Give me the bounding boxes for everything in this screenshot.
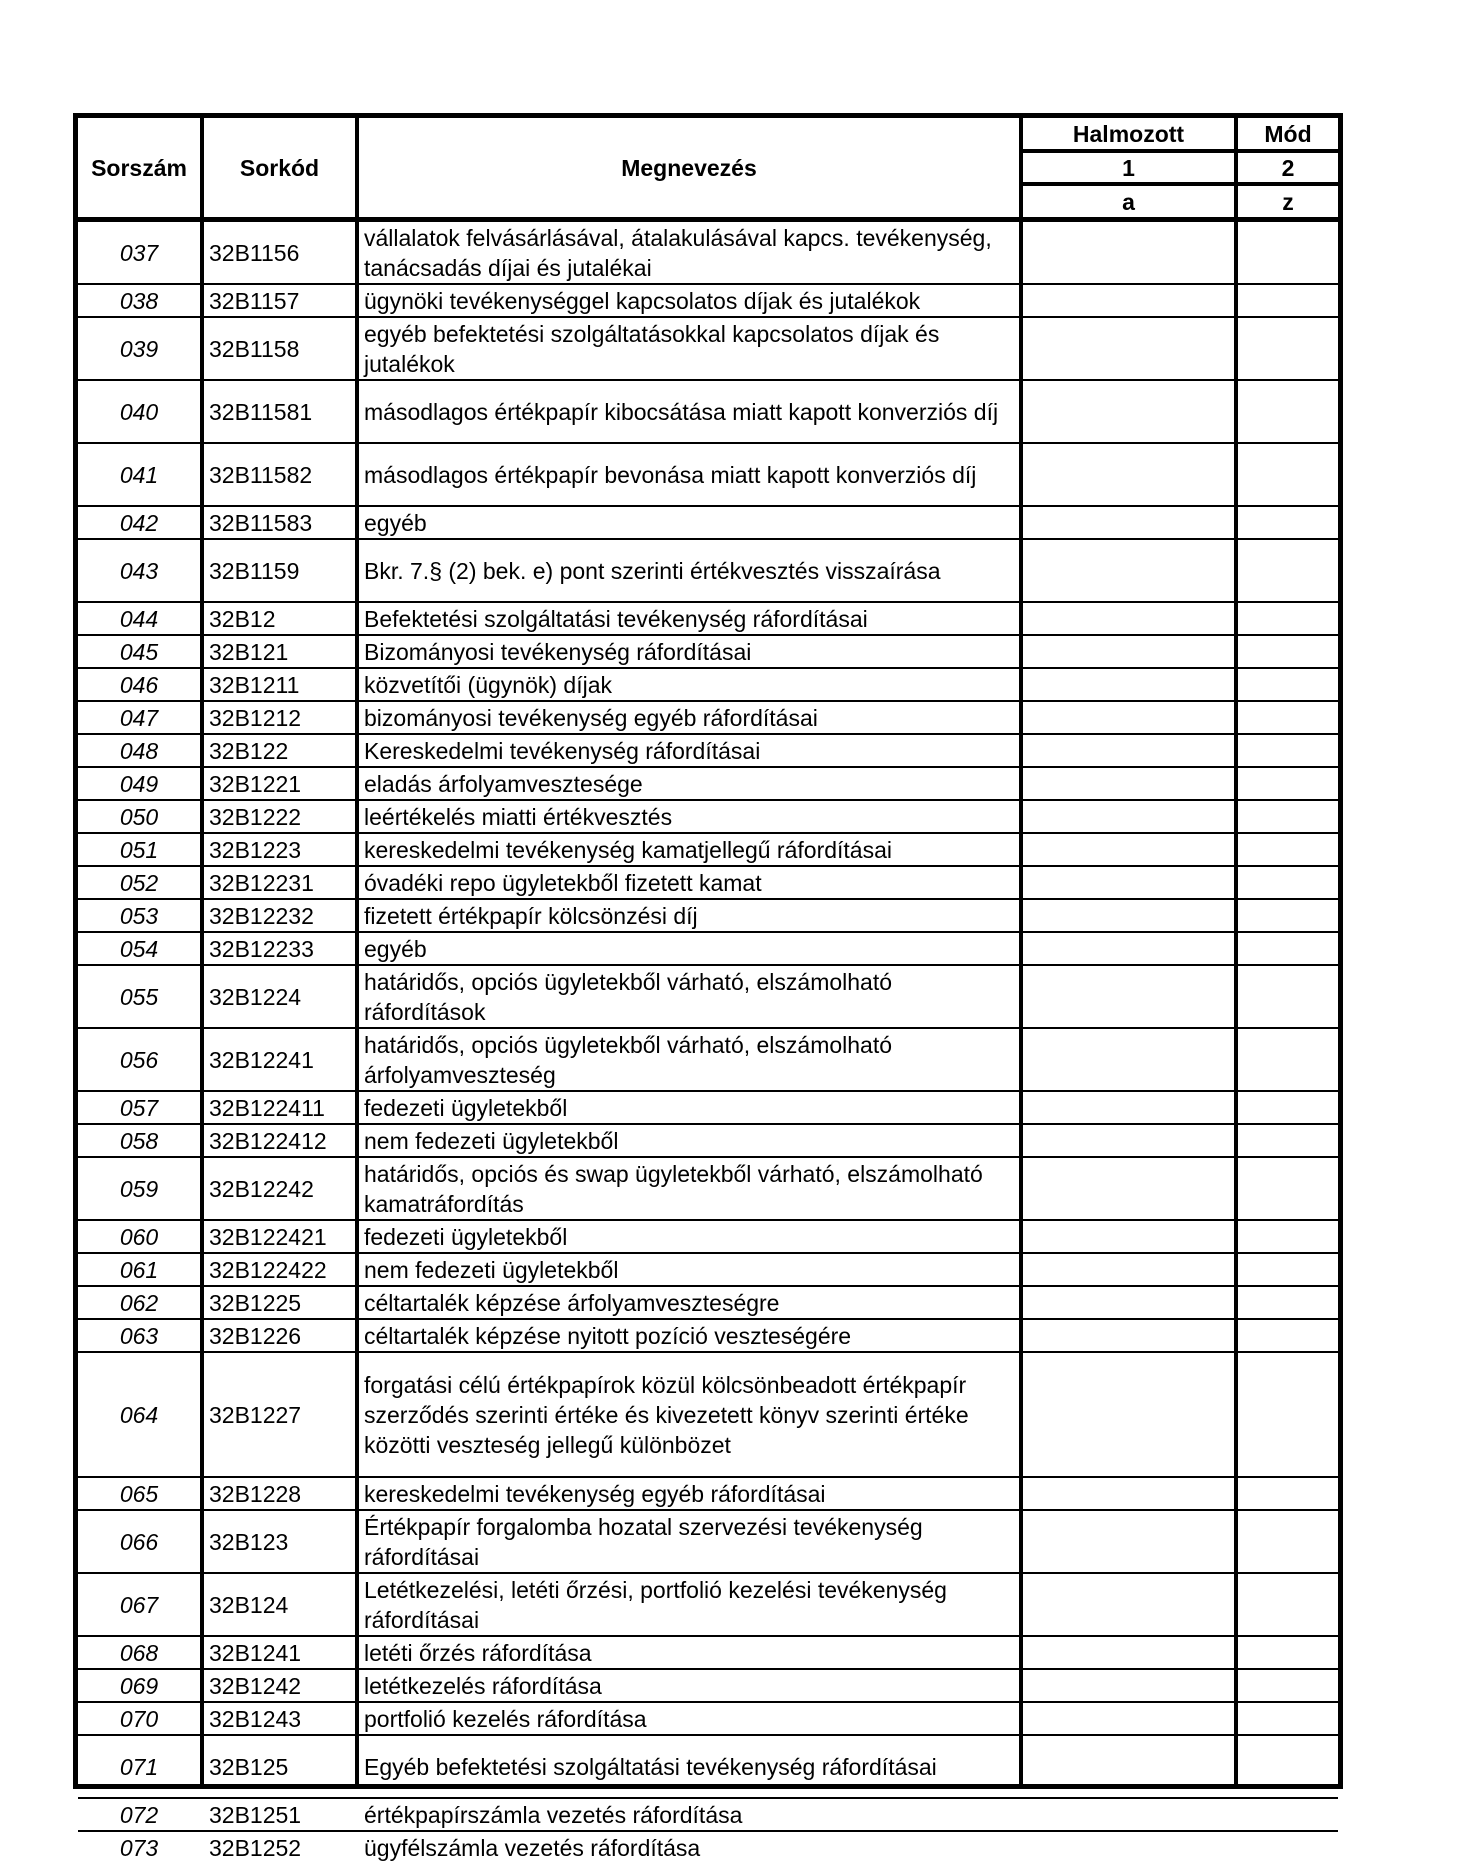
- row-halmozott-value[interactable]: [1023, 1158, 1234, 1219]
- row-sorkod: 32B1252: [209, 1834, 302, 1861]
- row-megnevezes: bizományosi tevékenység egyéb ráfordításai: [364, 704, 818, 731]
- row-sorkod: 32B12232: [209, 902, 314, 929]
- row-sorkod: 32B12: [209, 605, 276, 632]
- row-megnevezes: határidős, opciós ügyletekből várható, elszámolható árfolyamveszteség: [364, 1031, 893, 1088]
- row-sorszam: 071: [119, 1753, 159, 1780]
- row-sorkod: 32B1228: [209, 1480, 302, 1507]
- row-halmozott-value[interactable]: [1023, 1574, 1234, 1635]
- row-mod-value[interactable]: [1238, 603, 1338, 634]
- row-mod-value[interactable]: [1238, 702, 1338, 733]
- row-sorszam: 044: [119, 605, 159, 632]
- row-sorszam: 055: [119, 983, 159, 1010]
- row-megnevezes: letéti őrzés ráfordítása: [364, 1639, 592, 1666]
- report-table: [73, 113, 1343, 1861]
- row-sorszam: 072: [119, 1801, 159, 1828]
- row-sorszam: 054: [119, 935, 159, 962]
- row-sorszam: 037: [119, 239, 159, 266]
- row-sorkod: 32B1251: [209, 1801, 302, 1828]
- row-sorkod: 32B12241: [209, 1046, 314, 1073]
- row-halmozott-value[interactable]: [1023, 444, 1234, 505]
- row-megnevezes: fizetett értékpapír kölcsönzési díj: [364, 902, 698, 929]
- row-sorkod: 32B11581: [209, 398, 313, 425]
- row-megnevezes: egyéb: [364, 509, 427, 536]
- row-halmozott-value[interactable]: [1023, 381, 1234, 442]
- row-megnevezes: kereskedelmi tevékenység kamatjellegű ráfordításai: [364, 836, 892, 863]
- row-sorszam: 063: [119, 1322, 159, 1349]
- row-mod-value[interactable]: [1238, 1029, 1338, 1090]
- row-sorszam: 056: [119, 1046, 159, 1073]
- row-mod-value[interactable]: [1238, 1478, 1338, 1509]
- row-halmozott-value[interactable]: [1023, 702, 1234, 733]
- row-sorkod: 32B1222: [209, 803, 302, 830]
- row-sorkod: 32B1224: [209, 983, 302, 1010]
- row-mod-value[interactable]: [1238, 1287, 1338, 1318]
- row-halmozott-value[interactable]: [1023, 318, 1234, 379]
- row-mod-value[interactable]: [1238, 768, 1338, 799]
- row-mod-value[interactable]: [1238, 381, 1338, 442]
- row-megnevezes: letétkezelés ráfordítása: [364, 1672, 602, 1699]
- row-sorkod: 32B123: [209, 1528, 289, 1555]
- row-sorszam: 053: [119, 902, 159, 929]
- row-megnevezes: vállalatok felvásárlásával, átalakulásával kapcs. tevékenység, tanácsadás díjai és jutalékai: [364, 224, 992, 281]
- header-divider: [1023, 182, 1338, 186]
- row-halmozott-value[interactable]: [1023, 507, 1234, 538]
- row-sorkod: 32B122422: [209, 1256, 327, 1283]
- row-halmozott-value[interactable]: [1023, 1799, 1234, 1830]
- row-halmozott-value[interactable]: [1023, 285, 1234, 316]
- row-halmozott-value[interactable]: [1023, 669, 1234, 700]
- row-mod-value[interactable]: [1238, 966, 1338, 1027]
- row-sorkod: 32B122: [209, 737, 289, 764]
- row-megnevezes: Egyéb befektetési szolgáltatási tevékenység ráfordításai: [364, 1753, 937, 1780]
- row-mod-value[interactable]: [1238, 867, 1338, 898]
- row-sorszam: 064: [119, 1401, 159, 1428]
- row-sorszam: 042: [119, 509, 159, 536]
- row-halmozott-value[interactable]: [1023, 1478, 1234, 1509]
- row-halmozott-value[interactable]: [1023, 1353, 1234, 1476]
- row-mod-value[interactable]: [1238, 636, 1338, 667]
- row-sorkod: 32B124: [209, 1591, 289, 1618]
- row-mod-value[interactable]: [1238, 1254, 1338, 1285]
- row-megnevezes: Bkr. 7.§ (2) bek. e) pont szerinti értékvesztés visszaírása: [364, 557, 941, 584]
- row-megnevezes: Befektetési szolgáltatási tevékenység ráfordításai: [364, 605, 868, 632]
- row-megnevezes: nem fedezeti ügyletekből: [364, 1256, 619, 1283]
- row-mod-value[interactable]: [1238, 1158, 1338, 1219]
- row-sorkod: 32B1226: [209, 1322, 302, 1349]
- header-mod: Mód: [1264, 120, 1312, 147]
- row-mod-value[interactable]: [1238, 1832, 1338, 1863]
- row-sorkod: 32B1158: [209, 335, 300, 362]
- row-megnevezes: Kereskedelmi tevékenység ráfordításai: [364, 737, 761, 764]
- row-sorszam: 047: [119, 704, 159, 731]
- row-halmozott-value[interactable]: [1023, 1670, 1234, 1701]
- row-sorkod: 32B125: [209, 1753, 289, 1780]
- row-mod-value[interactable]: [1238, 933, 1338, 964]
- row-mod-value[interactable]: [1238, 318, 1338, 379]
- row-sorkod: 32B1157: [209, 287, 300, 314]
- row-mod-value[interactable]: [1238, 1125, 1338, 1156]
- row-megnevezes: másodlagos értékpapír kibocsátása miatt kapott konverziós díj: [364, 398, 999, 425]
- row-megnevezes: határidős, opciós és swap ügyletekből várható, elszámolható kamatráfordítás: [364, 1160, 983, 1217]
- row-halmozott-value[interactable]: [1023, 1029, 1234, 1090]
- row-halmozott-value[interactable]: [1023, 834, 1234, 865]
- row-halmozott-value[interactable]: [1023, 768, 1234, 799]
- row-sorszam: 067: [119, 1591, 159, 1618]
- row-halmozott-value[interactable]: [1023, 966, 1234, 1027]
- row-mod-value[interactable]: [1238, 1703, 1338, 1734]
- row-sorkod: 32B1227: [209, 1401, 302, 1428]
- row-megnevezes: céltartalék képzése árfolyamveszteségre: [364, 1289, 780, 1316]
- row-megnevezes: fedezeti ügyletekből: [364, 1223, 568, 1250]
- row-sorkod: 32B12233: [209, 935, 314, 962]
- header-mod-number: 2: [1281, 154, 1295, 181]
- header-sorkod: Sorkód: [239, 154, 320, 181]
- row-sorkod: 32B121: [209, 638, 289, 665]
- row-sorszam: 045: [119, 638, 159, 665]
- row-sorkod: 32B1242: [209, 1672, 302, 1699]
- row-sorkod: 32B122421: [209, 1223, 327, 1250]
- row-mod-value[interactable]: [1238, 1092, 1338, 1123]
- row-halmozott-value[interactable]: [1023, 603, 1234, 634]
- row-sorszam: 069: [119, 1672, 159, 1699]
- row-sorszam: 061: [119, 1256, 159, 1283]
- row-mod-value[interactable]: [1238, 801, 1338, 832]
- row-sorszam: 050: [119, 803, 159, 830]
- row-mod-value[interactable]: [1238, 1511, 1338, 1572]
- row-sorkod: 32B1159: [209, 557, 300, 584]
- row-megnevezes: ügynöki tevékenységgel kapcsolatos díjak és jutalékok: [364, 287, 921, 314]
- row-megnevezes: portfolió kezelés ráfordítása: [364, 1705, 647, 1732]
- row-sorszam: 059: [119, 1175, 159, 1202]
- row-sorszam: 052: [119, 869, 159, 896]
- row-megnevezes: fedezeti ügyletekből: [364, 1094, 568, 1121]
- row-megnevezes: Bizományosi tevékenység ráfordításai: [364, 638, 752, 665]
- header-divider: [1023, 149, 1338, 153]
- row-sorkod: 32B11583: [209, 509, 313, 536]
- row-halmozott-value[interactable]: [1023, 1832, 1234, 1863]
- row-sorkod: 32B1211: [209, 671, 300, 698]
- row-sorszam: 058: [119, 1127, 159, 1154]
- row-megnevezes: másodlagos értékpapír bevonása miatt kapott konverziós díj: [364, 461, 977, 488]
- row-halmozott-value[interactable]: [1023, 1287, 1234, 1318]
- row-sorkod: 32B1241: [209, 1639, 302, 1666]
- row-halmozott-value[interactable]: [1023, 735, 1234, 766]
- row-mod-value[interactable]: [1238, 669, 1338, 700]
- row-halmozott-value[interactable]: [1023, 1736, 1234, 1797]
- row-sorkod: 32B1225: [209, 1289, 302, 1316]
- row-sorszam: 039: [119, 335, 159, 362]
- row-halmozott-value[interactable]: [1023, 1254, 1234, 1285]
- header-mod-letter: z: [1282, 188, 1294, 215]
- row-megnevezes: Letétkezelési, letéti őrzési, portfolió kezelési tevékenység ráfordításai: [364, 1576, 947, 1633]
- row-mod-value[interactable]: [1238, 444, 1338, 505]
- row-megnevezes: óvadéki repo ügyletekből fizetett kamat: [364, 869, 762, 896]
- row-halmozott-value[interactable]: [1023, 1221, 1234, 1252]
- row-megnevezes: eladás árfolyamvesztesége: [364, 770, 643, 797]
- row-halmozott-value[interactable]: [1023, 540, 1234, 601]
- row-mod-value[interactable]: [1238, 1799, 1338, 1830]
- row-sorszam: 065: [119, 1480, 159, 1507]
- row-sorkod: 32B1156: [209, 239, 300, 266]
- row-halmozott-value[interactable]: [1023, 1511, 1234, 1572]
- row-halmozott-value[interactable]: [1023, 222, 1234, 283]
- row-mod-value[interactable]: [1238, 1637, 1338, 1668]
- row-megnevezes: közvetítői (ügynök) díjak: [364, 671, 613, 698]
- row-mod-value[interactable]: [1238, 1670, 1338, 1701]
- row-sorszam: 040: [119, 398, 159, 425]
- row-mod-value[interactable]: [1238, 1736, 1338, 1797]
- row-mod-value[interactable]: [1238, 222, 1338, 283]
- row-sorszam: 046: [119, 671, 159, 698]
- header-sorszam: Sorszám: [91, 154, 187, 181]
- row-mod-value[interactable]: [1238, 1221, 1338, 1252]
- row-sorszam: 048: [119, 737, 159, 764]
- row-megnevezes: kereskedelmi tevékenység egyéb ráfordításai: [364, 1480, 826, 1507]
- row-sorszam: 068: [119, 1639, 159, 1666]
- row-megnevezes: forgatási célú értékpapírok közül kölcsönbeadott értékpapír szerződés szerinti értéke és kivezetett könyv szerinti értéke közötti veszteség jellegű különbözet: [364, 1371, 969, 1458]
- row-sorszam: 060: [119, 1223, 159, 1250]
- row-halmozott-value[interactable]: [1023, 933, 1234, 964]
- row-halmozott-value[interactable]: [1023, 1092, 1234, 1123]
- row-sorkod: 32B122411: [209, 1094, 325, 1121]
- row-sorszam: 066: [119, 1528, 159, 1555]
- row-halmozott-value[interactable]: [1023, 636, 1234, 667]
- header-halmozott-number: 1: [1122, 154, 1135, 181]
- row-megnevezes: egyéb befektetési szolgáltatásokkal kapcsolatos díjak és jutalékok: [364, 320, 940, 377]
- row-sorkod: 32B11582: [209, 461, 313, 488]
- row-halmozott-value[interactable]: [1023, 867, 1234, 898]
- row-sorszam: 041: [119, 461, 159, 488]
- row-megnevezes: határidős, opciós ügyletekből várható, elszámolható ráfordítások: [364, 968, 893, 1025]
- row-sorszam: 038: [119, 287, 159, 314]
- row-mod-value[interactable]: [1238, 1574, 1338, 1635]
- row-mod-value[interactable]: [1238, 1353, 1338, 1476]
- row-megnevezes: leértékelés miatti értékvesztés: [364, 803, 673, 830]
- row-sorkod: 32B1223: [209, 836, 302, 863]
- row-sorszam: 073: [119, 1834, 159, 1861]
- header-megnevezes: Megnevezés: [621, 154, 757, 181]
- row-megnevezes: céltartalék képzése nyitott pozíció veszteségére: [364, 1322, 852, 1349]
- row-megnevezes: értékpapírszámla vezetés ráfordítása: [364, 1801, 743, 1828]
- row-halmozott-value[interactable]: [1023, 801, 1234, 832]
- row-mod-value[interactable]: [1238, 540, 1338, 601]
- row-megnevezes: nem fedezeti ügyletekből: [364, 1127, 619, 1154]
- row-sorszam: 070: [119, 1705, 159, 1732]
- row-mod-value[interactable]: [1238, 285, 1338, 316]
- row-halmozott-value[interactable]: [1023, 1703, 1234, 1734]
- row-mod-value[interactable]: [1238, 900, 1338, 931]
- row-sorkod: 32B12242: [209, 1175, 314, 1202]
- row-sorkod: 32B1243: [209, 1705, 302, 1732]
- row-sorkod: 32B12231: [209, 869, 314, 896]
- header-halmozott: Halmozott: [1072, 120, 1185, 147]
- row-mod-value[interactable]: [1238, 1320, 1338, 1351]
- row-sorszam: 043: [119, 557, 159, 584]
- row-halmozott-value[interactable]: [1023, 1637, 1234, 1668]
- row-mod-value[interactable]: [1238, 834, 1338, 865]
- header-halmozott-letter: a: [1122, 188, 1135, 215]
- row-megnevezes: Értékpapír forgalomba hozatal szervezési tevékenység ráfordításai: [364, 1513, 923, 1570]
- row-sorkod: 32B1212: [209, 704, 302, 731]
- row-sorszam: 051: [119, 836, 159, 863]
- row-halmozott-value[interactable]: [1023, 1125, 1234, 1156]
- row-megnevezes: egyéb: [364, 935, 427, 962]
- row-mod-value[interactable]: [1238, 735, 1338, 766]
- row-mod-value[interactable]: [1238, 507, 1338, 538]
- row-sorszam: 062: [119, 1289, 159, 1316]
- row-megnevezes: ügyfélszámla vezetés ráfordítása: [364, 1834, 701, 1861]
- row-sorszam: 057: [119, 1094, 159, 1121]
- row-sorkod: 32B122412: [209, 1127, 327, 1154]
- row-sorkod: 32B1221: [209, 770, 302, 797]
- row-halmozott-value[interactable]: [1023, 900, 1234, 931]
- row-halmozott-value[interactable]: [1023, 1320, 1234, 1351]
- row-sorszam: 049: [119, 770, 159, 797]
